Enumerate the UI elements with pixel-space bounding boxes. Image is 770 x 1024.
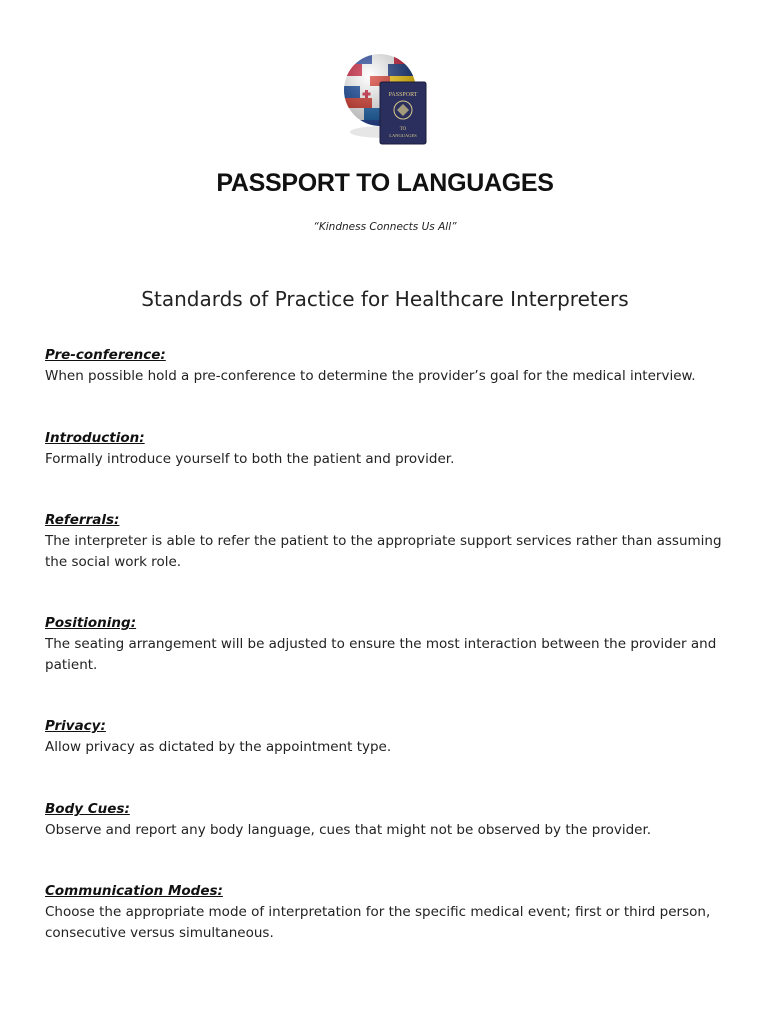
section-body: Formally introduce yourself to both the patient and provider.: [45, 451, 455, 467]
passport-cover-text-3: LANGUAGES: [389, 133, 417, 138]
section-body: Observe and report any body language, cues that might not be observed by the provider.: [45, 822, 652, 838]
section-body-cues: [45, 799, 725, 841]
section-body: Choose the appropriate mode of interpretation for the specific medical event; first or third person, consecutive versus simultaneous.: [45, 904, 711, 941]
passport-cover-text-2: TO: [399, 127, 407, 132]
section-privacy: [45, 716, 725, 758]
section-body: The interpreter is able to refer the patient to the appropriate support services rather than assuming the social work role.: [45, 533, 722, 570]
section-positioning: [45, 613, 725, 676]
section-heading: Introduction:: [45, 430, 145, 446]
section-referrals: [45, 510, 725, 573]
section-heading: Body Cues:: [45, 801, 130, 817]
document-title: PASSPORT TO LANGUAGES: [216, 169, 554, 197]
section-heading: Pre-conference:: [45, 347, 166, 363]
section-communication-modes: [45, 881, 725, 944]
section-body: When possible hold a pre-conference to determine the provider’s goal for the medical interview.: [45, 368, 696, 384]
section-pre-conference: [45, 345, 725, 387]
section-heading: Referrals:: [45, 512, 120, 528]
section-body: Allow privacy as dictated by the appointment type.: [45, 739, 392, 755]
page-heading: Standards of Practice for Healthcare Interpreters: [141, 287, 629, 311]
section-introduction: [45, 428, 725, 470]
passport-globe-logo: [338, 46, 438, 150]
section-body: The seating arrangement will be adjusted to ensure the most interaction between the provider and patient.: [45, 636, 717, 673]
section-heading: Positioning:: [45, 615, 137, 631]
section-heading: Communication Modes:: [45, 883, 223, 899]
tagline: “Kindness Connects Us All”: [313, 221, 457, 233]
passport-cover-text-1: PASSPORT: [388, 92, 418, 98]
section-heading: Privacy:: [45, 718, 106, 734]
